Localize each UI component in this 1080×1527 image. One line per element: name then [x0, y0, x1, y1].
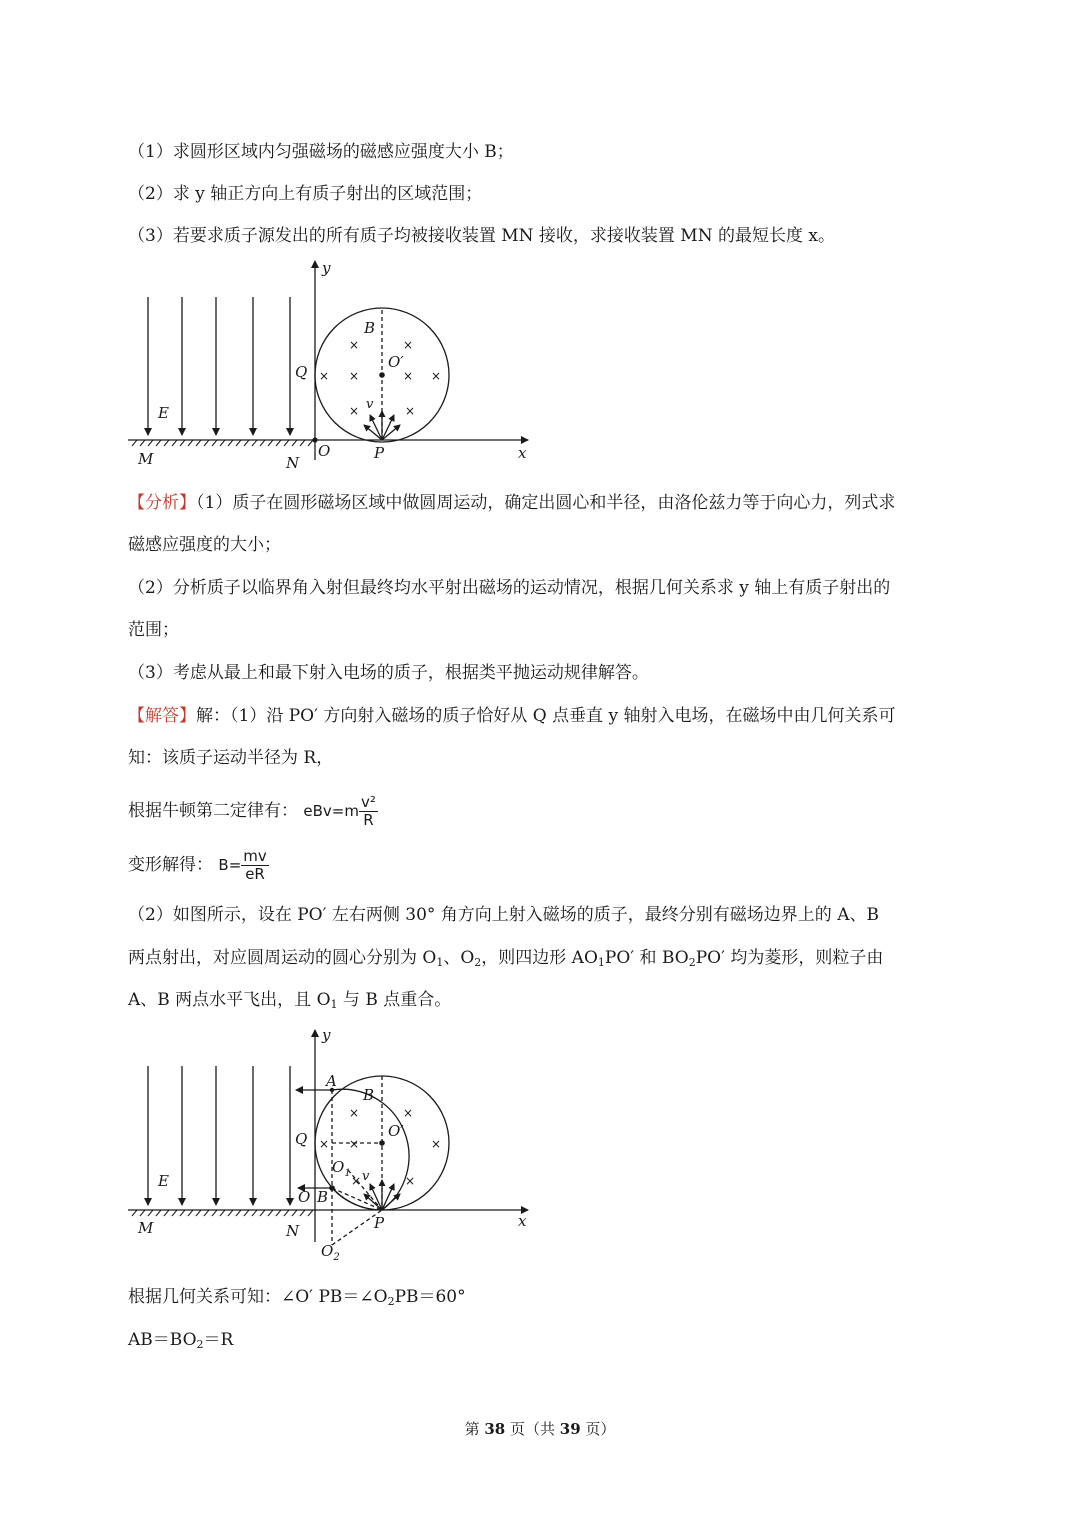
analysis-line-1: 【分析】（1）质子在圆形磁场区域中做圆周运动，确定出圆心和半径，由洛伦兹力等于向心力，列式求: [128, 493, 896, 513]
fig1-O-label: O: [318, 442, 331, 460]
solution-tag: 【解答】: [128, 706, 196, 726]
fig2-O1-label: $O_1$: [332, 1158, 351, 1179]
fig2-y-label: y: [322, 1026, 331, 1044]
fig1-M-label: M: [138, 450, 154, 468]
analysis-line-2: 磁感应强度的大小；: [128, 535, 281, 555]
fig1-y-label: y: [322, 259, 331, 277]
fig1-N-label: N: [286, 454, 300, 472]
fig2-cross: ×: [430, 1137, 442, 1151]
fig2-Oprime-label: O′: [388, 1122, 404, 1140]
fig2-x-label: x: [518, 1212, 527, 1230]
page-number: 38: [484, 1420, 506, 1438]
equation-B: B= $\frac{mv}{eR}$: [218, 847, 267, 883]
fig2-cross: ×: [350, 1174, 362, 1188]
fig1-cross: ×: [318, 369, 330, 383]
fig2-cross: ×: [318, 1137, 330, 1151]
fig1-cross: ×: [402, 369, 414, 383]
fig2-O-label: O: [298, 1188, 311, 1206]
fig2-A-label: A: [326, 1072, 337, 1090]
fig2-B-label: B: [363, 1086, 375, 1104]
solution-line-4: 变形解得： B= $\frac{mv}{eR}$: [128, 847, 267, 883]
analysis-tag: 【分析】: [128, 493, 196, 513]
figure-2: [120, 1020, 540, 1270]
fig2-B2-label: B: [317, 1188, 329, 1206]
page-total: 39: [559, 1420, 581, 1438]
solution-line-2: 知：该质子运动半径为 R，: [128, 748, 334, 768]
equation-newton: eBv=m $\frac{\text{v²}}{R}$: [303, 793, 376, 829]
fig2-cross: ×: [348, 1137, 360, 1151]
fig1-cross: ×: [348, 338, 360, 352]
fig1-cross: ×: [430, 369, 442, 383]
fig2-P-label: P: [374, 1214, 385, 1232]
solution-line-5: （2）如图所示，设在 PO′ 左右两侧 30° 角方向上射入磁场的质子，最终分别有磁场边界上的 A、B: [128, 905, 879, 925]
fig1-v-label: v: [366, 397, 374, 412]
fig2-M-label: M: [138, 1219, 154, 1237]
fig2-v-label: v: [362, 1169, 370, 1184]
question-2: （2）求 y 轴正方向上有质子射出的区域范围；: [128, 184, 483, 204]
fig1-cross: ×: [348, 404, 360, 418]
fig1-cross: ×: [402, 338, 414, 352]
analysis-line-5: （3）考虑从最上和最下射入电场的质子，根据类平抛运动规律解答。: [128, 663, 649, 683]
fig1-x-label: x: [518, 444, 527, 462]
fig2-Q-label: Q: [295, 1130, 308, 1148]
fig2-E-label: E: [158, 1172, 169, 1190]
fig2-cross: ×: [402, 1106, 414, 1120]
solution-line-9: $AB=BO_2=R$: [128, 1330, 234, 1351]
fig2-O2-label: $O_2$: [321, 1242, 340, 1263]
analysis-line-3: （2）分析质子以临界角入射但最终均水平射出磁场的运动情况，根据几何关系求 y 轴上有质子射出的: [128, 578, 891, 598]
fig2-N-label: N: [286, 1222, 300, 1240]
question-1: （1）求圆形区域内匀强磁场的磁感应强度大小 B；: [128, 142, 514, 162]
question-3: （3）若要求质子源发出的所有质子均被接收装置 MN 接收，求接收装置 MN 的最短长度 x。: [128, 226, 835, 246]
solution-line-1: 【解答】解：（1）沿 PO′ 方向射入磁场的质子恰好从 Q 点垂直 y 轴射入电场，在磁场中由几何关系可: [128, 706, 896, 726]
solution-line-3: 根据牛顿第二定律有： eBv=m $\frac{\text{v²}}{R}$: [128, 793, 376, 829]
fig1-cross: ×: [404, 404, 416, 418]
fig1-cross: ×: [348, 369, 360, 383]
analysis-line-4: 范围；: [128, 620, 179, 640]
fig1-Q-label: Q: [295, 363, 308, 381]
solution-line-8: 根据几何关系可知：∠O′ $PB=\angle O_2PB=60^\circ$: [128, 1287, 466, 1308]
solution-line-7: A、B 两点水平飞出，且 $O_1$ 与 B 点重合。: [128, 990, 452, 1011]
fig1-B-label: B: [364, 319, 376, 337]
fig1-E-label: E: [158, 404, 169, 422]
fig2-cross: ×: [404, 1174, 416, 1188]
page-footer: 第 38 页（共 39 页）: [464, 1420, 616, 1438]
fig1-Oprime-label: O′: [388, 353, 404, 371]
solution-line-6: 两点射出，对应圆周运动的圆心分别为 $O_1$、$O_2$，则四边形 $AO_1PO'$ 和 $BO_2PO'$ 均为菱形，则粒子由: [128, 948, 884, 969]
fig1-P-label: P: [374, 444, 385, 462]
figure-1: [120, 255, 540, 475]
fig2-cross: ×: [348, 1106, 360, 1120]
